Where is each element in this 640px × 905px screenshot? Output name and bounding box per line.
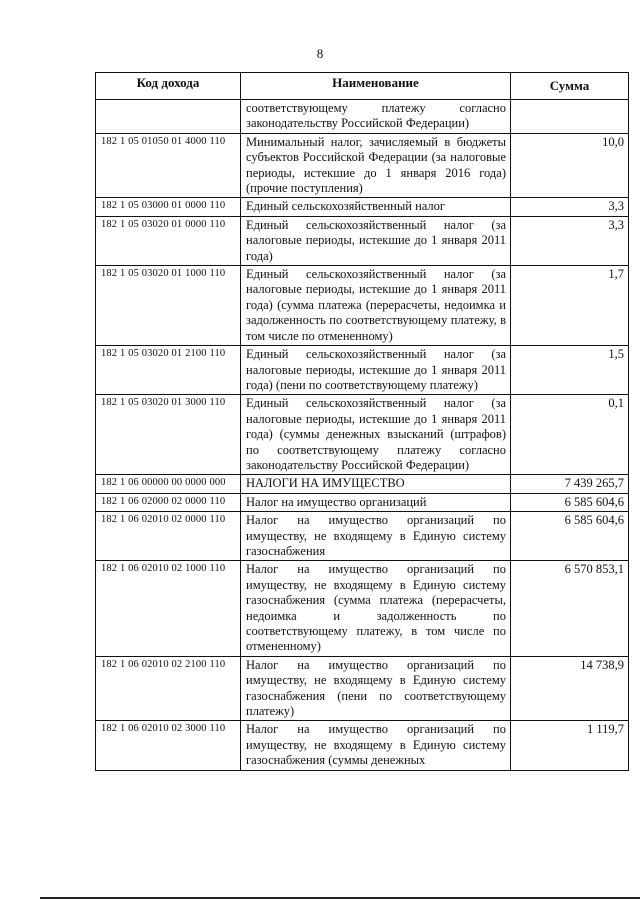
table-row xyxy=(96,198,629,216)
row-amount: 6 585 604,6 xyxy=(511,512,629,561)
row-name: Налог на имущество организаций xyxy=(241,493,511,511)
row-amount xyxy=(511,100,629,134)
table-row xyxy=(96,266,629,346)
row-code: 182 1 06 00000 00 0000 000 xyxy=(96,475,241,493)
table-header-row xyxy=(96,73,629,100)
row-amount: 0,1 xyxy=(511,395,629,475)
row-name: Налог на имущество организаций по имуществу, не входящему в Единую систему газоснабжения (сумма платежа (перерасчеты, недоимка и задолженность по соответствующему платежу, в том числе по отмененному) xyxy=(241,561,511,656)
row-code: 182 1 05 03020 01 0000 110 xyxy=(96,216,241,265)
row-code xyxy=(96,100,241,134)
table-row xyxy=(96,346,629,395)
row-amount: 14 738,9 xyxy=(511,656,629,721)
row-code: 182 1 05 03020 01 2100 110 xyxy=(96,346,241,395)
page-number: 8 xyxy=(316,46,324,61)
header-code: Код дохода xyxy=(96,73,241,100)
table-row xyxy=(96,395,629,475)
row-name: НАЛОГИ НА ИМУЩЕСТВО xyxy=(241,475,511,493)
row-amount: 7 439 265,7 xyxy=(511,475,629,493)
row-amount: 3,3 xyxy=(511,198,629,216)
table-row xyxy=(96,721,629,770)
row-name: Минимальный налог, зачисляемый в бюджеты субъектов Российской Федерации (за налоговые периоды, истекшие до 1 января 2016 года) (прочие поступления) xyxy=(241,133,511,198)
row-amount: 1,7 xyxy=(511,266,629,346)
row-code: 182 1 06 02000 02 0000 110 xyxy=(96,493,241,511)
row-name: Единый сельскохозяйственный налог (за налоговые периоды, истекшие до 1 января 2011 года) (сумма платежа (перерасчеты, недоимка и задолженность по соответствующему платежу, в том числе по отмененному) xyxy=(241,266,511,346)
row-code: 182 1 05 03020 01 1000 110 xyxy=(96,266,241,346)
row-name: Единый сельскохозяйственный налог (за налоговые периоды, истекшие до 1 января 2011 года) (суммы денежных взысканий (штрафов) по соответствующему платежу согласно законодательству Российской Федерации) xyxy=(241,395,511,475)
table-row xyxy=(96,475,629,493)
row-amount: 6 585 604,6 xyxy=(511,493,629,511)
row-name: Налог на имущество организаций по имуществу, не входящему в Единую систему газоснабжения xyxy=(241,512,511,561)
table-row xyxy=(96,561,629,656)
row-name: Налог на имущество организаций по имуществу, не входящему в Единую систему газоснабжения (суммы денежных xyxy=(241,721,511,770)
row-code: 182 1 05 03020 01 3000 110 xyxy=(96,395,241,475)
row-name: Единый сельскохозяйственный налог (за налоговые периоды, истекшие до 1 января 2011 года) (пени по соответствующему платежу) xyxy=(241,346,511,395)
row-code: 182 1 06 02010 02 3000 110 xyxy=(96,721,241,770)
table-row xyxy=(96,133,629,198)
row-amount: 3,3 xyxy=(511,216,629,265)
row-amount: 6 570 853,1 xyxy=(511,561,629,656)
row-name: Единый сельскохозяйственный налог (за налоговые периоды, истекшие до 1 января 2011 года) xyxy=(241,216,511,265)
revenue-table xyxy=(95,72,629,771)
page-bottom-edge xyxy=(40,897,640,899)
row-code: 182 1 06 02010 02 1000 110 xyxy=(96,561,241,656)
row-name: Единый сельскохозяйственный налог xyxy=(241,198,511,216)
row-amount: 10,0 xyxy=(511,133,629,198)
row-code: 182 1 05 01050 01 4000 110 xyxy=(96,133,241,198)
row-name: соответствующему платежу согласно законодательству Российской Федерации) xyxy=(241,100,511,134)
table-row xyxy=(96,100,629,134)
row-code: 182 1 06 02010 02 0000 110 xyxy=(96,512,241,561)
row-name: Налог на имущество организаций по имуществу, не входящему в Единую систему газоснабжения (пени по соответствующему платежу) xyxy=(241,656,511,721)
row-amount: 1 119,7 xyxy=(511,721,629,770)
table-row xyxy=(96,493,629,511)
header-amount: Сумма xyxy=(511,73,629,100)
table-row xyxy=(96,512,629,561)
header-name: Наименование xyxy=(241,73,511,100)
row-amount: 1,5 xyxy=(511,346,629,395)
table-row xyxy=(96,656,629,721)
table-row xyxy=(96,216,629,265)
row-code: 182 1 06 02010 02 2100 110 xyxy=(96,656,241,721)
row-code: 182 1 05 03000 01 0000 110 xyxy=(96,198,241,216)
